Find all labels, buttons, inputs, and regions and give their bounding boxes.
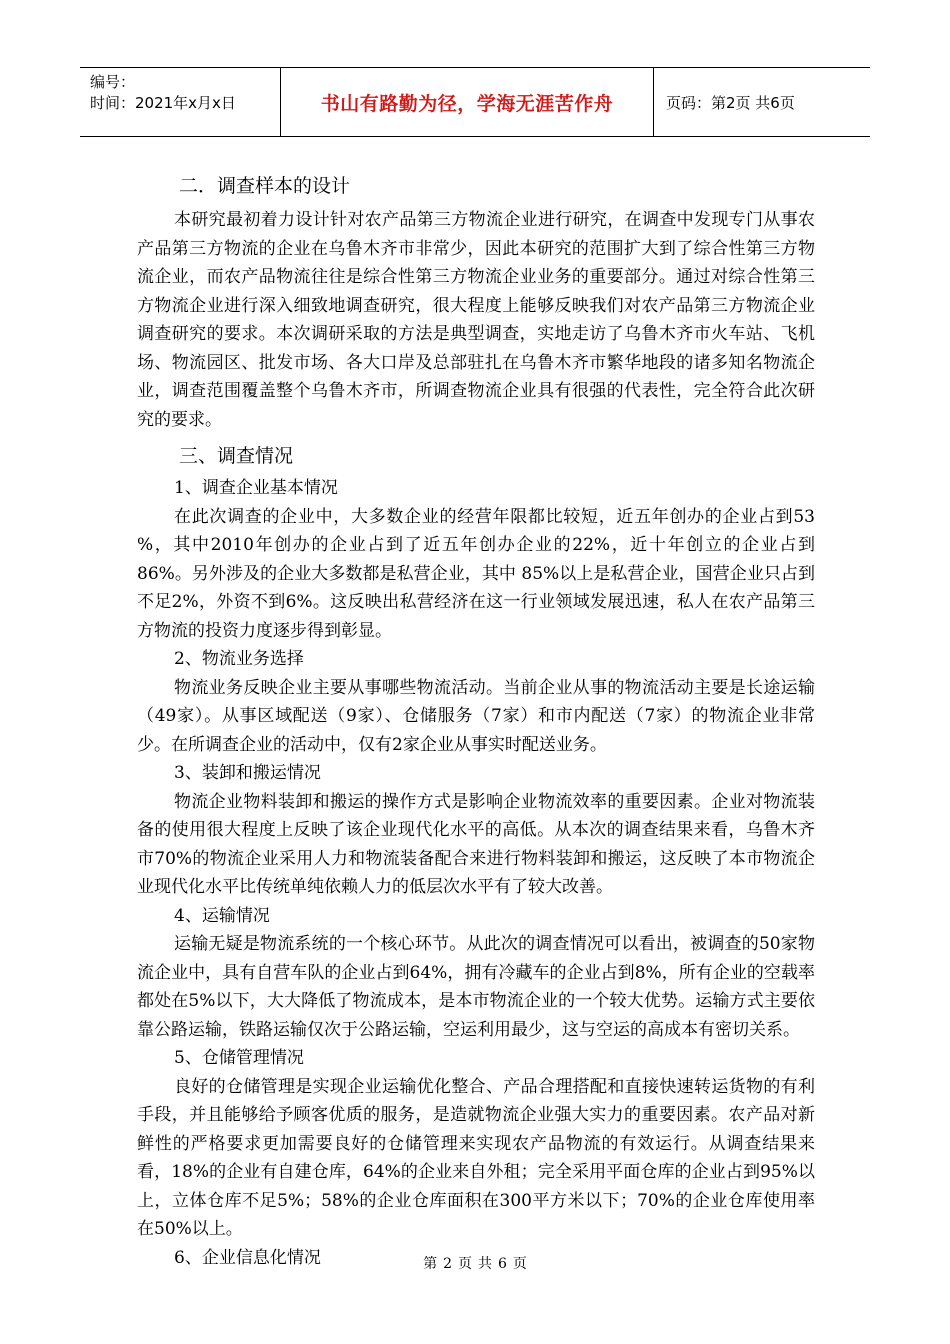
item-4-paragraph: 运输无疑是物流系统的一个核心环节。从此次的调查情况可以看出，被调查的50家物流企业中，具有自营车队的企业占到64%，拥有冷藏车的企业占到8%，所有企业的空载率都处在5%以下，大大降低了物流成本，是本市物流企业的一个较大优势。运输方式主要依靠公路运输，铁路运输仅次于公路运输，空运利用最少，这与空运的高成本有密切关系。 — [137, 934, 815, 1040]
section-3-title: 三、调查情况 — [179, 445, 294, 467]
doc-time-label: 时间：2021年x月x日 — [90, 94, 236, 112]
header-motto: 书山有路勤为径，学海无涯苦作舟 — [320, 92, 614, 115]
item-2-title: 2、物流业务选择 — [174, 649, 304, 669]
item-5-paragraph: 良好的仓储管理是实现企业运输优化整合、产品合理搭配和直接快速转运货物的有利手段，并且能够给予顾客优质的服务，是造就物流企业强大实力的重要因素。农产品对新鲜性的严格要求更加需要良好的仓储管理来实现农产品物流的有效运行。从调查结果来看，18%的企业有自建仓库，64%的企业来自外租；完全采用平面仓库的企业占到95%以上，立体仓库不足5%；58%的企业仓库面积在300平方米以下；70%的企业仓库使用率在50%以上。 — [137, 1076, 815, 1239]
header-meta — [80, 68, 281, 136]
item-3-paragraph: 物流企业物料装卸和搬运的操作方式是影响企业物流效率的重要因素。企业对物流装备的使用很大程度上反映了该企业现代化水平的高低。从本次的调查结果来看，乌鲁木齐市70%的物流企业采用人力和物流装备配合来进行物料装卸和搬运，这反映了本市物流企业现代化水平比传统单纯依赖人力的低层次水平有了较大改善。 — [137, 791, 815, 897]
doc-number-label: 编号： — [90, 73, 136, 91]
item-1-title: 1、调查企业基本情况 — [174, 478, 338, 498]
page-footer — [0, 1253, 950, 1273]
header-page-label: 页码：第2页 共6页 — [666, 93, 795, 112]
item-4-title: 4、运输情况 — [174, 905, 270, 926]
item-5-title: 5、仓储管理情况 — [174, 1048, 304, 1068]
footer-di: 第 — [423, 1256, 438, 1272]
footer-total-pages: 6 — [498, 1256, 507, 1272]
item-6-title: 6、企业信息化情况 — [174, 1247, 321, 1268]
footer-ye-2: 页 — [512, 1256, 527, 1272]
item-2-paragraph: 物流业务反映企业主要从事哪些物流活动。当前企业从事的物流活动主要是长途运输（49家）。从事区域配送（9家）、仓储服务（7家）和市内配送（7家）的物流企业非常少。在所调查企业的活动中，仅有2家企业从事实时配送业务。 — [137, 677, 815, 755]
header-table — [80, 67, 870, 137]
section-2-paragraph: 本研究最初着力设计针对农产品第三方物流企业进行研究，在调查中发现专门从事农产品第三方物流的企业在乌鲁木齐市非常少，因此本研究的范围扩大到了综合性第三方物流企业，而农产品物流往往是综合性第三方物流企业业务的重要部分。通过对综合性第三方物流企业进行深入细致地调查研究，很大程度上能够反映我们对农产品第三方物流企业调查研究的要求。本次调研采取的方法是典型调查，实地走访了乌鲁木齐市火车站、飞机场、物流园区、批发市场、各大口岸及总部驻扎在乌鲁木齐市繁华地段的诸多知名物流企业，调查范围覆盖整个乌鲁木齐市，所调查物流企业具有很强的代表性，完全符合此次研究的要求。 — [137, 210, 815, 430]
section-2-title: 二．调查样本的设计 — [179, 175, 351, 197]
item-1-paragraph: 在此次调查的企业中，大多数企业的经营年限都比较短，近五年创办的企业占到53 %，其中2010年创办的企业占到了近五年创办企业的22%，近十年创立的企业占到86%。另外涉及的企业大多数都是私营企业，其中 85%以上是私营企业，国营企业只占到不足2%，外资不到6%。这反映出私营经济在这一行业领域发展迅速，私人在农产品第三方物流的投资力度逐步得到彰显。 — [137, 506, 815, 641]
document-body — [137, 172, 815, 1272]
item-3-title: 3、装卸和搬运情况 — [174, 763, 321, 783]
footer-gong: 共 — [478, 1256, 492, 1272]
footer-page-number: 2 — [443, 1256, 452, 1272]
footer-ye: 页 — [458, 1256, 472, 1272]
header-page-cell — [654, 68, 870, 136]
header-motto-cell — [281, 68, 654, 136]
